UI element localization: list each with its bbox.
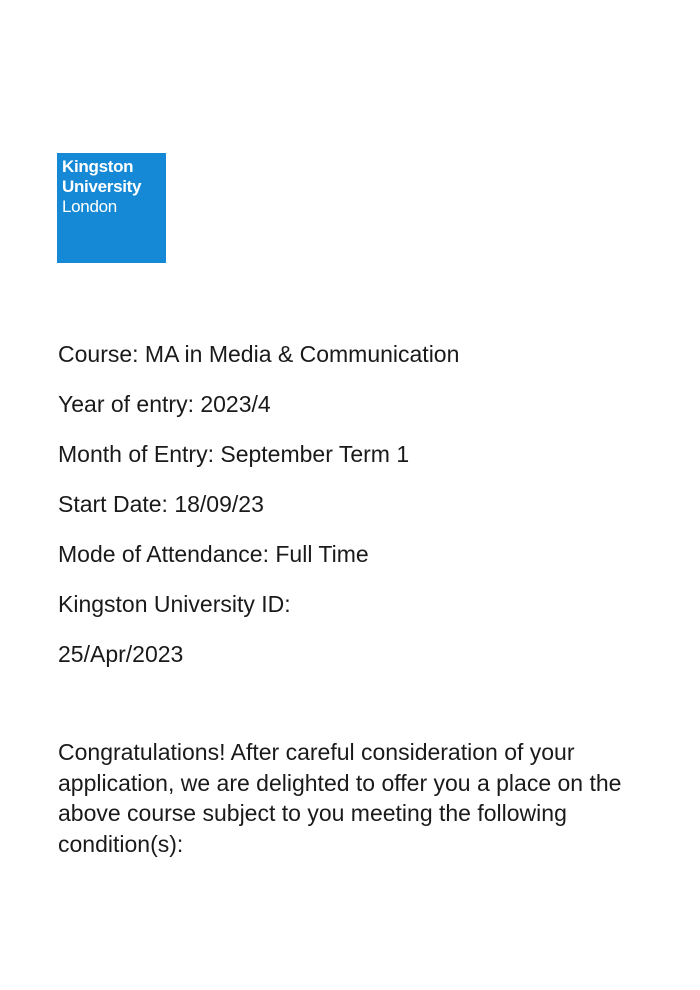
course-line: Course: MA in Media & Communication [58, 341, 460, 367]
kingston-university-logo [57, 153, 166, 263]
start-date-line: Start Date: 18/09/23 [58, 491, 264, 517]
university-id-line: Kingston University ID: [58, 591, 291, 617]
month-of-entry-line: Month of Entry: September Term 1 [58, 441, 410, 467]
offer-details [58, 339, 678, 689]
logo-text-london: London [62, 197, 117, 216]
logo-text-kingston: Kingston [62, 157, 134, 176]
year-of-entry-line: Year of entry: 2023/4 [58, 391, 271, 417]
letter-date: 25/Apr/2023 [58, 641, 184, 667]
congratulations-paragraph: Congratulations! After careful consideration of your application, we are delighted to offer you a place on the above course subject to you meeting the following condition(s): [58, 739, 622, 857]
mode-of-attendance-line: Mode of Attendance: Full Time [58, 541, 369, 567]
logo-text-university: University [62, 177, 142, 196]
